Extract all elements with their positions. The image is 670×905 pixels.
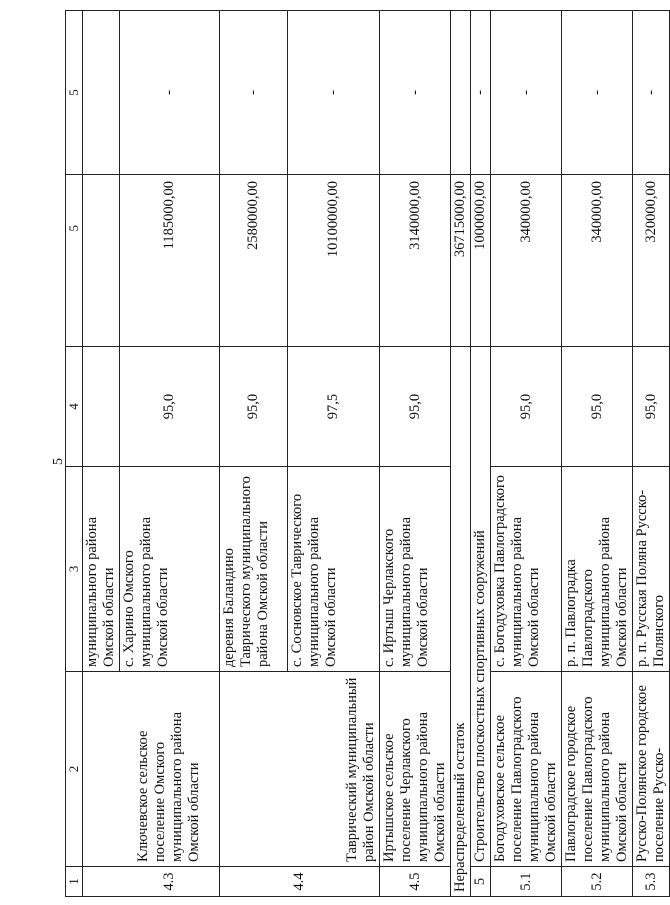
table-row [120, 11, 220, 897]
locality-cell: с. Богодуховка Павлоградского муниципального района Омской области [491, 467, 562, 672]
header-col-1: 1 [66, 867, 83, 897]
row-number: 5.1 [491, 867, 562, 897]
amount-cell: 2580000,00 [220, 175, 288, 347]
col5-cell: - [633, 11, 670, 175]
amount-cell: 340000,00 [562, 175, 633, 347]
municipality-cell: Иртышское сельское поселение Черлакского муниципального района Омской области [380, 672, 451, 867]
col5-cell: - [491, 11, 562, 175]
locality-cell: р. п. Русская Поляна Русско-Полянского [633, 467, 670, 672]
percent-cell: 95,0 [120, 347, 220, 467]
municipality-cell: Русско-Полянское городское поселение Русско- [633, 672, 670, 867]
municipality-cell: Павлоградское городское поселение Павлоградского муниципального района Омской области [562, 672, 633, 867]
col5-cell: - [288, 11, 380, 175]
section-number: 5 [471, 867, 491, 897]
section-row [471, 11, 491, 897]
percent-cell: 97,5 [288, 347, 380, 467]
header-col-4: 4 [66, 347, 83, 467]
header-col-2: 2 [66, 672, 83, 867]
page-number: 5 [51, 458, 66, 465]
locality-cell: р. п. Павлоградка Павлоградского муниципального района Омской области [562, 467, 633, 672]
header-col-5: 5 [66, 175, 83, 347]
amount-cell: 340000,00 [491, 175, 562, 347]
locality-cell: муниципального района Омской области [83, 467, 120, 672]
locality-cell: с. Харино Омского муниципального района Омской области [120, 467, 220, 672]
locality-cell: деревня Баландино Таврического муниципального района Омской области [220, 467, 288, 672]
summary-row [451, 11, 471, 897]
header-col-6: 5 [66, 11, 83, 175]
header-col-3: 3 [66, 467, 83, 672]
amount-cell: 1185000,00 [120, 175, 220, 347]
unallocated-label: Нераспределенный остаток [451, 347, 471, 897]
amount-cell: 320000,00 [633, 175, 670, 347]
section-amount: 1000000,00 [471, 175, 491, 347]
budget-table [65, 10, 670, 897]
table-row [633, 11, 670, 897]
percent-cell: 95,0 [220, 347, 288, 467]
percent-cell: 95,0 [491, 347, 562, 467]
row-number: 5.2 [562, 867, 633, 897]
table-row [83, 11, 120, 897]
table-header-row [66, 11, 83, 897]
unallocated-amount: 36715000,00 [451, 175, 471, 347]
table-row [491, 11, 562, 897]
row-number: 4.4 [220, 867, 380, 897]
municipality-cell: Богодуховское сельское поселение Павлоградского муниципального района Омской области [491, 672, 562, 867]
row-number: 4.5 [380, 867, 451, 897]
col5-cell: - [120, 11, 220, 175]
municipality-cell: Ключевское сельское поселение Омского муниципального района Омской области [120, 672, 220, 867]
col5-cell: - [220, 11, 288, 175]
col5-cell: - [562, 11, 633, 175]
table-row [220, 11, 288, 897]
amount-cell: 3140000,00 [380, 175, 451, 347]
section-col5: - [471, 11, 491, 175]
percent-cell: 95,0 [633, 347, 670, 467]
table-row [380, 11, 451, 897]
municipality-cell: Таврический муниципальный район Омской области [220, 672, 380, 867]
percent-cell: 95,0 [380, 347, 451, 467]
locality-cell: с. Сосновское Таврического муниципального района Омской области [288, 467, 380, 672]
percent-cell: 95,0 [562, 347, 633, 467]
table-row [562, 11, 633, 897]
amount-cell: 10100000,00 [288, 175, 380, 347]
row-number: 4.3 [120, 867, 220, 897]
section-title: Строительство плоскостных спортивных сооружений [471, 347, 491, 867]
row-number: 5.3 [633, 867, 670, 897]
locality-cell: с. Иртыш Черлакского муниципального района Омской области [380, 467, 451, 672]
col5-cell: - [380, 11, 451, 175]
